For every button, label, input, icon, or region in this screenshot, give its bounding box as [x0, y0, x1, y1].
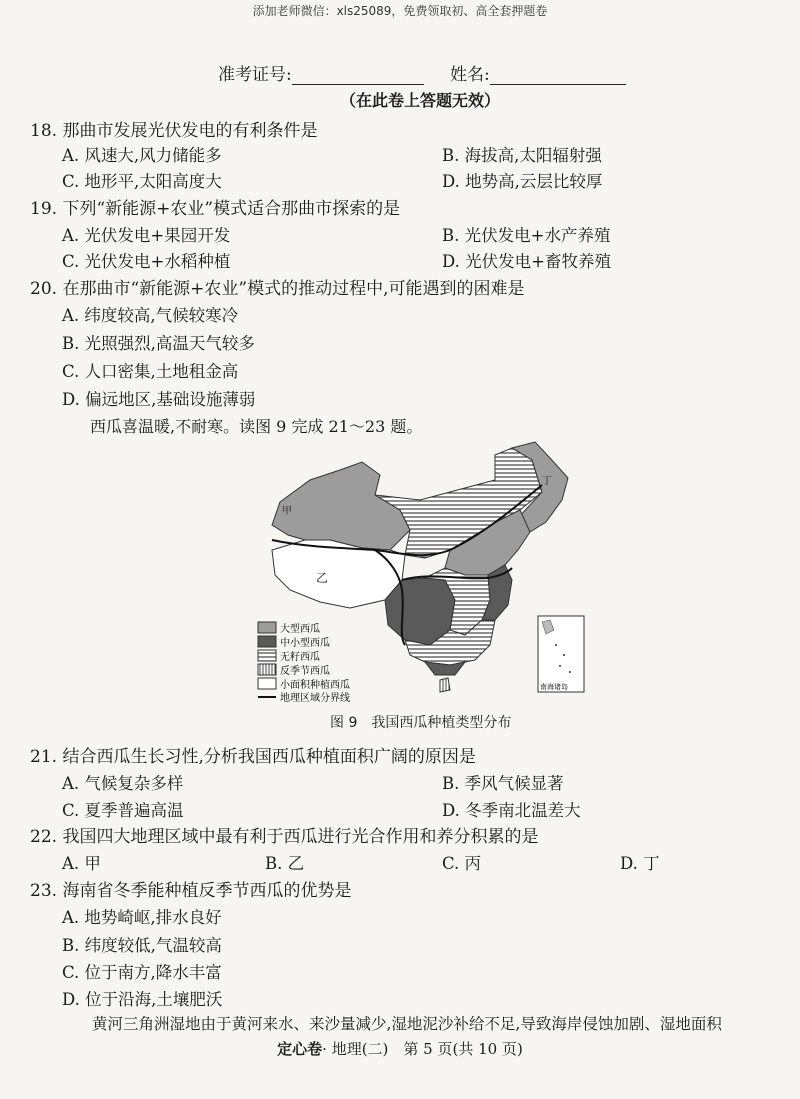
legend-label-large: 大型西瓜: [280, 624, 320, 635]
legend-label-boundary: 地理区域分界线: [280, 693, 350, 702]
q19-option-d: D. 光伏发电+畜牧养殖: [442, 252, 611, 271]
legend-label-seedless: 无籽西瓜: [280, 652, 320, 663]
q18-option-d: D. 地势高,云层比较厚: [442, 172, 603, 191]
legend-swatch-seedless: [258, 650, 276, 661]
exam-id-field: [218, 60, 424, 85]
q23-option-a: A. 地势崎岖,排水良好: [62, 908, 222, 927]
q22-option-d: D. 丁: [620, 854, 660, 873]
question-20: [30, 274, 524, 299]
q23-option-c: C. 位于南方,降水丰富: [62, 963, 222, 982]
question-19: [30, 194, 400, 219]
q18-option-c: C. 地形平,太阳高度大: [62, 172, 222, 191]
region-tibet: [272, 540, 405, 608]
question-18: [30, 116, 317, 141]
q19-option-a: A. 光伏发电+果园开发: [62, 226, 231, 245]
page-footer: [0, 1038, 800, 1059]
region-label-yi: 乙: [316, 571, 329, 585]
legend-label-small: 中小型西瓜: [280, 638, 330, 649]
question-stem: 我国四大地理区域中最有利于西瓜进行光合作用和养分积累的是: [62, 827, 539, 847]
question-21: [30, 742, 476, 767]
q21-option-a: A. 气候复杂多样: [62, 774, 184, 793]
notice-text: （在此卷上答题无效）: [340, 91, 501, 110]
q19-option-c: C. 光伏发电+水稻种植: [62, 252, 231, 271]
inset-island: [569, 671, 571, 673]
question-stem: 那曲市发展光伏发电的有利条件是: [62, 121, 318, 141]
watermelon-intro: 西瓜喜温暖,不耐寒。读图 9 完成 21～23 题。: [90, 417, 423, 436]
question-number: 19.: [30, 199, 58, 219]
inset-label: 南海诸岛: [540, 683, 568, 691]
exam-id-blank: [292, 68, 424, 85]
legend-swatch-small: [258, 636, 276, 647]
legend-label-smallarea: 小面积种植西瓜: [280, 680, 350, 691]
q21-option-b: B. 季风气候显著: [442, 774, 564, 793]
name-blank: [490, 68, 626, 85]
q20-option-c: C. 人口密集,土地租金高: [62, 362, 239, 381]
q18-option-a: A. 风速大,风力储能多: [62, 146, 222, 165]
q21-option-d: D. 冬季南北温差大: [442, 801, 581, 820]
q22-option-a: A. 甲: [62, 854, 101, 873]
region-hainan: [440, 678, 450, 692]
legend-swatch-offseason: [258, 664, 276, 675]
q18-option-b: B. 海拔高,太阳辐射强: [442, 146, 602, 165]
region-northwest: [272, 462, 410, 550]
question-stem: 在那曲市“新能源+农业”模式的推动过程中,可能遇到的困难是: [62, 279, 525, 299]
q23-option-d: D. 位于沿海,土壤肥沃: [62, 990, 223, 1009]
name-field: [450, 60, 626, 85]
question-stem: 海南省冬季能种植反季节西瓜的优势是: [62, 881, 352, 901]
region-label-jia: 甲: [282, 506, 292, 517]
q20-option-b: B. 光照强烈,高温天气较多: [62, 334, 255, 353]
question-stem: 下列“新能源+农业”模式适合那曲市探索的是: [62, 199, 401, 219]
inset-island: [559, 665, 561, 667]
question-number: 20.: [30, 279, 58, 299]
name-label: 姓名:: [450, 65, 490, 85]
wetland-intro: 黄河三角洲湿地由于黄河来水、来沙量减少,湿地泥沙补给不足,导致海岸侵蚀加剧、湿地面积: [92, 1015, 722, 1033]
watermark-text: 添加老师微信：xls25089，免费领取初、高全套押题卷: [252, 4, 548, 18]
exam-id-label: 准考证号:: [218, 65, 292, 85]
region-guangdong: [425, 662, 465, 675]
inset-island: [555, 644, 557, 646]
question-22: [30, 822, 538, 847]
q21-option-c: C. 夏季普遍高温: [62, 801, 184, 820]
q22-option-b: B. 乙: [265, 854, 305, 873]
question-number: 22.: [30, 827, 58, 847]
question-number: 18.: [30, 121, 58, 141]
footer-brand: 定心卷: [277, 1040, 323, 1058]
question-number: 21.: [30, 747, 58, 767]
figure-caption: 图 9 我国西瓜种植类型分布: [330, 715, 512, 731]
q20-option-d: D. 偏远地区,基础设施薄弱: [62, 390, 256, 409]
legend-swatch-large: [258, 622, 276, 633]
inset-island: [563, 654, 565, 656]
region-label-ding: 丁: [542, 476, 552, 487]
legend-label-offseason: 反季节西瓜: [280, 666, 330, 677]
q20-option-a: A. 纬度较高,气候较寒冷: [62, 306, 239, 325]
question-number: 23.: [30, 881, 58, 901]
footer-text: · 地理(二) 第 5 页(共 10 页): [322, 1040, 523, 1058]
question-stem: 结合西瓜生长习性,分析我国西瓜种植面积广阔的原因是: [62, 747, 476, 767]
legend-swatch-smallarea: [258, 678, 276, 689]
watermelon-map: [250, 440, 590, 702]
question-23: [30, 876, 351, 901]
q23-option-b: B. 纬度较低,气温较高: [62, 936, 222, 955]
q19-option-b: B. 光伏发电+水产养殖: [442, 226, 611, 245]
q22-option-c: C. 丙: [442, 854, 482, 873]
